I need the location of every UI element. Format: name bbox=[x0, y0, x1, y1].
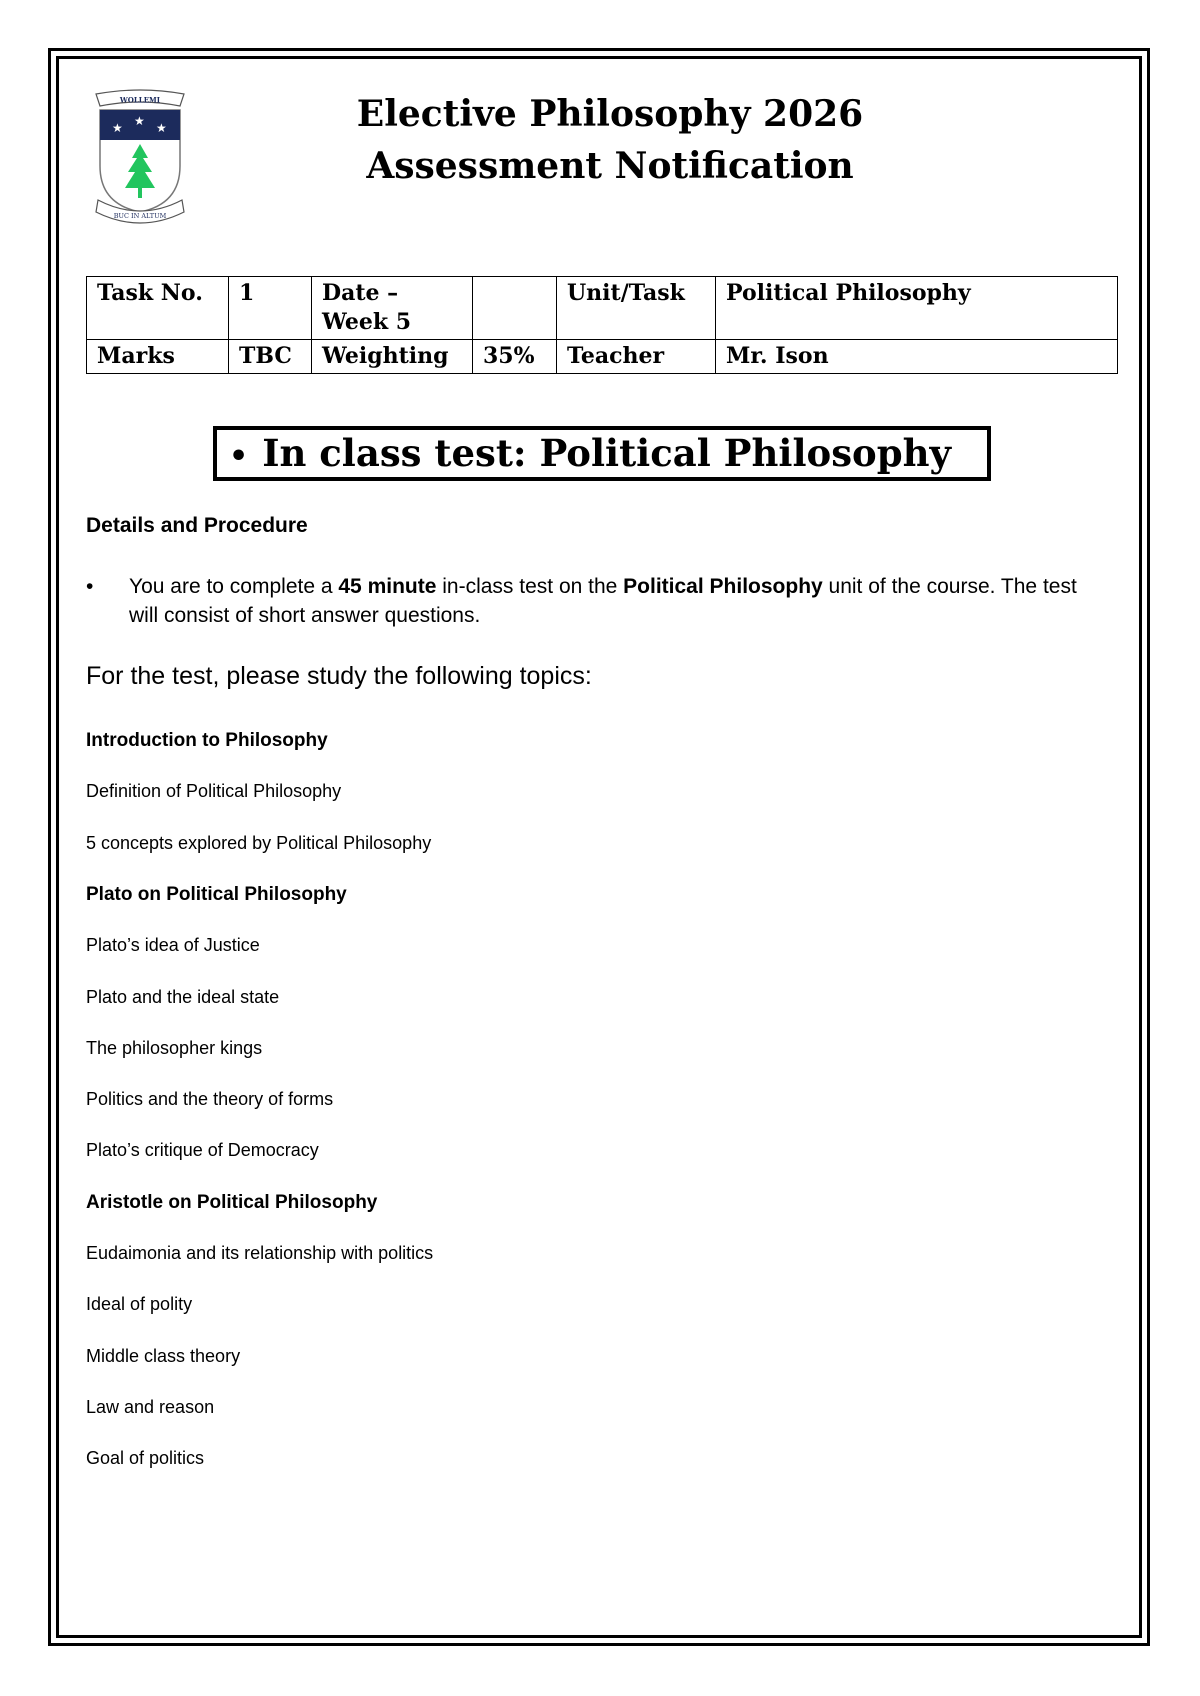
topic-item: Eudaimonia and its relationship with politics bbox=[86, 1243, 434, 1263]
marks-value: TBC bbox=[229, 340, 312, 374]
assessment-info-table bbox=[86, 276, 1118, 374]
svg-text:★: ★ bbox=[156, 121, 167, 135]
task-no-value: 1 bbox=[229, 277, 312, 340]
bullet-icon: • bbox=[86, 575, 94, 598]
topic-item: Plato’s critique of Democracy bbox=[86, 1140, 319, 1160]
svg-text:★: ★ bbox=[112, 121, 123, 135]
topic-item: The philosopher kings bbox=[86, 1038, 263, 1058]
topic-item: Definition of Political Philosophy bbox=[86, 781, 342, 801]
topic-item: Plato and the ideal state bbox=[86, 987, 280, 1007]
banner-text: In class test: Political Philosophy bbox=[262, 431, 951, 475]
topic-heading: Introduction to Philosophy bbox=[86, 730, 328, 751]
teacher-label: Teacher bbox=[557, 340, 716, 374]
school-crest-logo bbox=[92, 88, 188, 230]
topic-item: Plato’s idea of Justice bbox=[86, 935, 260, 955]
svg-text:BUC IN ALTUM: BUC IN ALTUM bbox=[113, 212, 167, 220]
topic-heading: Aristotle on Political Philosophy bbox=[86, 1192, 378, 1213]
document-title: Elective Philosophy 2026 bbox=[356, 93, 864, 135]
study-intro: For the test, please study the following topics: bbox=[86, 662, 592, 690]
weighting-label: Weighting bbox=[312, 340, 473, 374]
topic-item: Ideal of polity bbox=[86, 1294, 193, 1314]
date-label: Date – Week 5 bbox=[312, 277, 473, 340]
unit-task-value: Political Philosophy bbox=[716, 277, 1118, 340]
weighting-value: 35% bbox=[473, 340, 557, 374]
details-bullet-text: You are to complete a 45 minute in-class test on the Political Philosophy unit of the course. The test will consist of short answer questions. bbox=[129, 575, 1077, 627]
table-row bbox=[87, 340, 1118, 374]
teacher-value: Mr. Ison bbox=[716, 340, 1118, 374]
document-subtitle: Assessment Notification bbox=[366, 145, 854, 187]
marks-label: Marks bbox=[87, 340, 229, 374]
svg-text:★: ★ bbox=[134, 114, 145, 128]
topic-item: Politics and the theory of forms bbox=[86, 1089, 334, 1109]
test-banner bbox=[213, 426, 991, 481]
topic-item: Goal of politics bbox=[86, 1448, 205, 1468]
unit-task-label: Unit/Task bbox=[557, 277, 716, 340]
banner-bullet-icon: • bbox=[229, 439, 249, 474]
table-row bbox=[87, 277, 1118, 340]
details-heading: Details and Procedure bbox=[86, 514, 308, 537]
topic-item: Law and reason bbox=[86, 1397, 215, 1417]
task-no-label: Task No. bbox=[87, 277, 229, 340]
topic-heading: Plato on Political Philosophy bbox=[86, 884, 347, 905]
svg-text:WOLLEMI: WOLLEMI bbox=[119, 95, 161, 105]
details-bullet bbox=[86, 572, 1096, 630]
topic-item: Middle class theory bbox=[86, 1346, 241, 1366]
date-value bbox=[473, 277, 557, 340]
topic-item: 5 concepts explored by Political Philosophy bbox=[86, 833, 432, 853]
